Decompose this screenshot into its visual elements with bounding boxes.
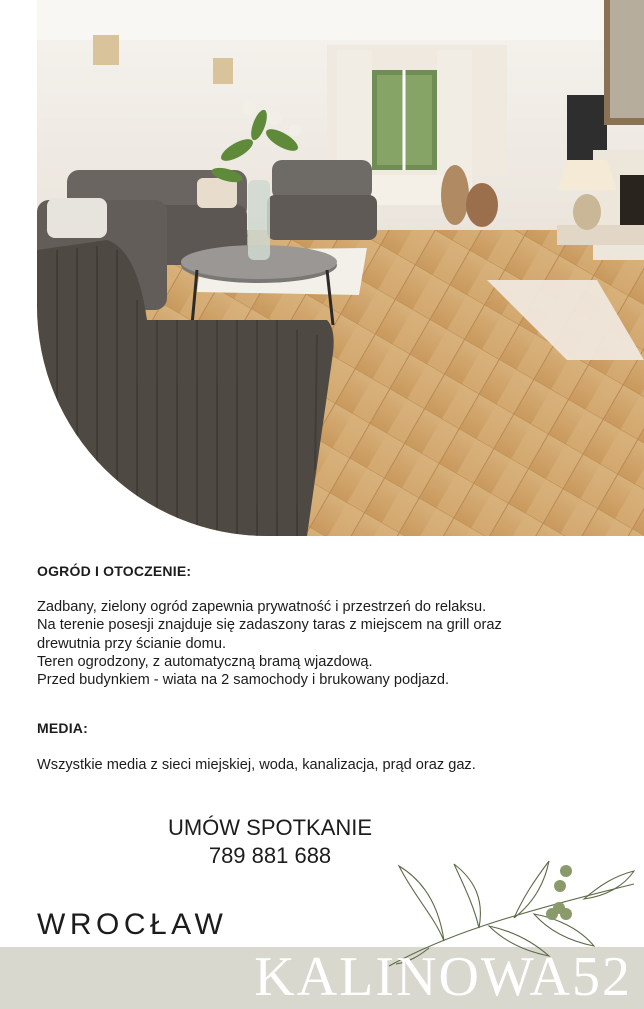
garden-line: Na terenie posesji znajduje się zadaszony taras z miejscem na grill oraz: [37, 617, 502, 634]
garden-line: drewutnia przy ścianie domu.: [37, 635, 226, 652]
brand-logo: KALINOWA52: [254, 946, 632, 1008]
city-name: WROCŁAW: [37, 908, 228, 941]
garden-line: Teren ogrodzony, z automatyczną bramą wjazdową.: [37, 653, 373, 670]
media-description: Wszystkie media z sieci miejskiej, woda, kanalizacja, prąd oraz gaz.: [37, 757, 476, 773]
garden-line: Zadbany, zielony ogród zapewnia prywatność i przestrzeń do relaksu.: [37, 599, 487, 615]
media-heading: MEDIA:: [37, 720, 88, 736]
living-room-photo: [37, 0, 644, 536]
appointment-cta: UMÓW SPOTKANIE: [167, 815, 373, 840]
garden-description: [37, 598, 597, 689]
phone-number[interactable]: 789 881 688: [208, 843, 332, 868]
garden-heading: OGRÓD I OTOCZENIE:: [37, 563, 192, 579]
garden-line: Przed budynkiem - wiata na 2 samochody i brukowany podjazd.: [37, 672, 450, 689]
